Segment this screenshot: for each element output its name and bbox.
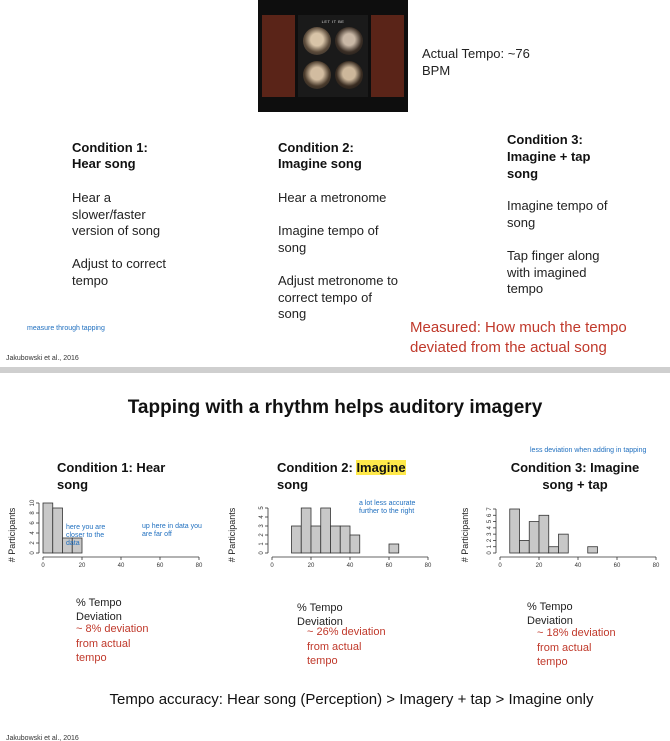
histogram-bar: [389, 544, 399, 553]
actual-tempo: Actual Tempo: ~76 BPM: [422, 46, 530, 78]
band-photo-3: [303, 61, 331, 89]
panel-1-note-left: here you are closer to the data: [66, 524, 106, 547]
y-tick-label: 2: [30, 541, 36, 545]
panel-1-note-right: up here in data you are far off: [142, 523, 202, 538]
top-note: less deviation when adding in tapping: [530, 447, 647, 454]
panel-1-xlabel: % Tempo Deviation: [76, 597, 122, 623]
album-cover: [258, 0, 408, 112]
y-tick-label: 5: [259, 506, 265, 510]
y-tick-label: 7: [487, 507, 493, 511]
y-tick-label: 2: [259, 533, 265, 537]
histogram-bar: [529, 522, 539, 553]
x-tick-label: 40: [117, 563, 125, 569]
y-tick-label: 1: [487, 545, 493, 549]
slide-title: Tapping with a rhythm helps auditory imagery: [127, 397, 543, 418]
x-tick-label: 20: [307, 563, 315, 569]
y-tick-label: 6: [30, 521, 36, 525]
condition-2-step-3: Adjust metronome to correct tempo of song: [278, 273, 398, 321]
histogram-bar: [53, 508, 63, 553]
histogram-bar: [321, 508, 331, 553]
y-tick-label: 3: [259, 524, 265, 528]
y-tick-label: 4: [30, 531, 36, 535]
panel-2-note: a lot less accurate further to the right: [359, 500, 416, 515]
album-photo-grid: [298, 15, 368, 97]
histogram-bar: [331, 526, 341, 553]
y-tick-label: 3: [487, 532, 493, 536]
panel-2-title: Condition 2: Imagine song: [277, 460, 406, 492]
y-tick-label: 8: [30, 511, 36, 515]
x-tick-label: 20: [78, 563, 86, 569]
x-tick-label: 40: [574, 563, 582, 569]
y-tick-label: 0: [487, 551, 493, 555]
album-right-panel: [371, 15, 404, 97]
x-tick-label: 40: [346, 563, 354, 569]
panel-3-title: Condition 3: Imagine song + tap: [510, 460, 640, 492]
y-axis-label: # Participants: [7, 507, 17, 563]
histogram-bar: [559, 534, 569, 553]
citation: Jakubowski et al., 2016: [6, 355, 79, 362]
histogram-bar: [520, 540, 530, 553]
histogram-bar: [43, 503, 53, 553]
panel-2-xlabel: % Tempo Deviation: [297, 602, 343, 628]
x-tick-label: 80: [424, 563, 432, 569]
histogram-bar: [340, 526, 350, 553]
condition-1-step-1: Hear a slower/faster version of song: [72, 190, 161, 238]
y-tick-label: 0: [30, 551, 36, 555]
histogram-bar: [301, 508, 311, 553]
y-tick-label: 10: [30, 499, 36, 507]
histogram-bar: [311, 526, 321, 553]
condition-2-step-2: Imagine tempo of song: [278, 223, 379, 255]
histogram-bar: [292, 526, 302, 553]
histogram-bar: [588, 547, 598, 553]
histogram-bar: [350, 535, 360, 553]
condition-3-step-1: Imagine tempo of song: [507, 198, 608, 230]
summary-statement: Tempo accuracy: Hear song (Perception) > Imagery + tap > Imagine only: [109, 691, 594, 708]
y-tick-label: 0: [259, 551, 265, 555]
panel-1-title: Condition 1: Hear song: [57, 460, 166, 492]
histogram-imagine-tap: [450, 493, 665, 598]
x-tick-label: 60: [156, 563, 164, 569]
panel-2-result: ~ 26% deviation from actual tempo: [307, 626, 386, 667]
x-tick-label: 0: [41, 563, 45, 569]
band-photo-2: [335, 27, 363, 55]
imagine-highlight: Imagine: [356, 460, 406, 475]
x-tick-label: 20: [535, 563, 543, 569]
condition-2-step-1: Hear a metronome: [278, 190, 387, 205]
panel-1-result: ~ 8% deviation from actual tempo: [76, 623, 149, 664]
y-axis-label: # Participants: [227, 507, 237, 563]
y-tick-label: 5: [487, 519, 493, 524]
y-tick-label: 2: [487, 538, 493, 543]
histogram-hear-song: [0, 493, 215, 598]
measured-statement: Measured: How much the tempo deviated from the actual song: [410, 319, 627, 356]
band-photo-4: [335, 61, 363, 89]
y-tick-label: 1: [259, 542, 265, 546]
histogram-bar: [510, 509, 520, 553]
condition-1-title: Condition 1: Hear song: [72, 140, 148, 171]
slide-1: [0, 0, 670, 367]
y-tick-label: 4: [259, 515, 265, 519]
album-title: LET IT BE: [321, 19, 345, 24]
band-photo-1: [303, 27, 331, 55]
condition-3-step-2: Tap finger along with imagined tempo: [507, 248, 600, 296]
histogram-bar: [549, 547, 559, 553]
y-axis-label: # Participants: [460, 507, 470, 563]
x-tick-label: 0: [270, 563, 274, 569]
condition-1-step-2: Adjust to correct tempo: [72, 256, 166, 288]
x-tick-label: 60: [385, 563, 393, 569]
citation: Jakubowski et al., 2016: [6, 735, 79, 741]
x-tick-label: 80: [195, 563, 203, 569]
condition-2-title: Condition 2: Imagine song: [278, 140, 362, 171]
x-tick-label: 60: [613, 563, 621, 569]
x-tick-label: 0: [498, 563, 502, 569]
tapping-note: measure through tapping: [27, 325, 105, 332]
y-tick-label: 4: [487, 526, 493, 530]
histogram-bar: [539, 515, 549, 553]
album-left-panel: [262, 15, 295, 97]
slide-2: [0, 373, 670, 741]
condition-3-title: Condition 3: Imagine + tap song: [507, 132, 591, 181]
panel-3-xlabel: % Tempo Deviation: [527, 601, 573, 627]
x-tick-label: 80: [652, 563, 660, 569]
panel-3-result: ~ 18% deviation from actual tempo: [537, 627, 616, 668]
y-tick-label: 6: [487, 513, 493, 517]
